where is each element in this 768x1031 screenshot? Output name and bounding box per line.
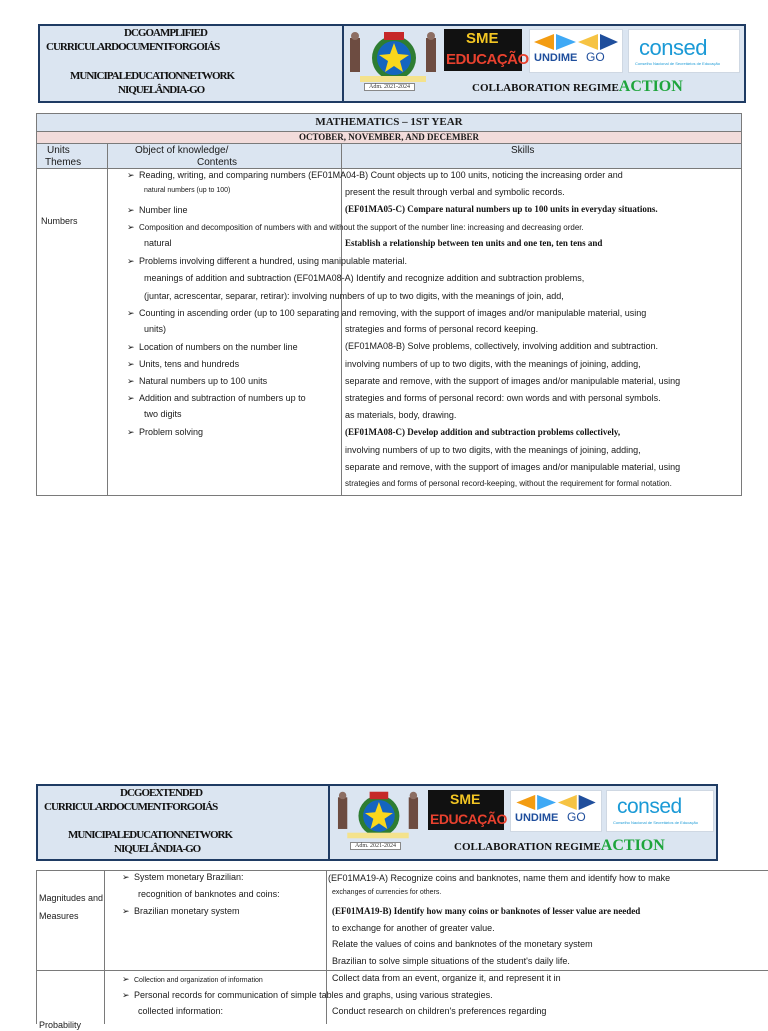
list-item: ➢ Problems involving different a hundred, using manipulable material.	[127, 256, 407, 266]
list-item: units)	[144, 324, 167, 334]
col-object-header: Object of knowledge/	[135, 145, 229, 156]
header-line-2: CURRICULARDOCUMENTFORGOIÁS	[44, 801, 218, 813]
document-header-2	[36, 784, 718, 861]
skill-line: Collect data from an event, organize it, and represent it in	[332, 973, 561, 983]
header-line-4: NIQUELÂNDIA-GO	[114, 843, 201, 855]
unit-probability: Probability	[39, 1020, 82, 1030]
skill-line: separate and remove, with the support of images and/or manipulable material, using	[345, 376, 681, 386]
consed-logo: consed Conselho Nacional de Secretários de Educação	[628, 29, 740, 73]
skill-line: separate and remove, with the support of images and/or manipulable material, using	[345, 462, 681, 472]
header-line-1: DCGOAMPLIFIED	[124, 27, 207, 39]
list-item: ➢ Number line	[127, 205, 188, 215]
list-item: recognition of banknotes and coins:	[138, 889, 280, 899]
header-line-3: MUNICIPALEDUCATIONNETWORK	[68, 829, 233, 841]
undime-logo: UNDIME GO	[510, 790, 602, 832]
list-item: natural numbers (up to 100)	[144, 187, 231, 194]
administration-period: Adm. 2021-2024	[364, 83, 415, 91]
list-item: ➢ Composition and decomposition of numbers with and without the support of the number line: increasing and decreasing order.	[127, 222, 584, 232]
undime-logo: UNDIME GO	[529, 29, 623, 73]
list-item: ➢ Counting in ascending order (up to 100 separating and removing, with the support of images and/or manipulable material, using	[127, 308, 647, 318]
collaboration-regime: COLLABORATION REGIMEACTION	[454, 837, 665, 854]
sme-logo: SME EDUCAÇÃO	[428, 790, 504, 830]
sme-logo: SME EDUCAÇÃO	[444, 29, 522, 71]
skill-line: (EF01MA08-B) Solve problems, collectively, involving addition and subtraction.	[345, 341, 658, 351]
skill-line: Brazilian to solve simple situations of the student's daily life.	[332, 956, 570, 966]
skill-line: involving numbers of up to two digits, with the meanings of joining, adding,	[345, 445, 641, 455]
list-item: meanings of addition and subtraction (EF01MA08-A) Identify and recognize addition and subtraction problems,	[144, 273, 585, 283]
list-item: ➢ Problem solving	[127, 427, 204, 437]
skill-line: (EF01MA19-A) Recognize coins and banknotes, name them and identify how to make	[328, 873, 671, 883]
list-item: collected information:	[138, 1006, 224, 1016]
col-skills-header: Skills	[511, 145, 535, 156]
magnitudes-table	[36, 870, 768, 1030]
list-item: ➢ Natural numbers up to 100 units	[127, 376, 268, 386]
skill-line: (EF01MA19-B) Identify how many coins or banknotes of lesser value are needed	[332, 906, 641, 916]
list-item: ➢ Collection and organization of information	[122, 974, 263, 984]
table-title: MATHEMATICS – 1ST YEAR	[37, 114, 741, 132]
municipal-seal-icon	[336, 788, 420, 842]
list-item: ➢ Personal records for communication of simple tables and graphs, using various strategies.	[122, 990, 493, 1000]
unit-measures: Measures	[39, 911, 79, 921]
skill-line: (EF01MA05-C) Compare natural numbers up to 100 units in everyday situations.	[345, 204, 658, 214]
unit-magnitudes: Magnitudes and	[39, 893, 104, 903]
skill-line: to exchange for another of greater value.	[332, 923, 495, 933]
skill-line: strategies and forms of personal record keeping.	[345, 324, 539, 334]
skill-line: involving numbers of up to two digits, with the meanings of joining, adding,	[345, 359, 641, 369]
municipal-seal-icon	[348, 28, 438, 86]
list-item: (juntar, acrescentar, separar, retirar): involving numbers of up to two digits, with the meanings of join, add,	[144, 291, 564, 301]
skill-line: present the result through verbal and symbolic records.	[345, 187, 565, 197]
document-header	[38, 24, 746, 103]
skill-line: exchanges of currencies for others.	[332, 889, 442, 896]
col-contents-header: Contents	[197, 157, 238, 168]
unit-numbers: Numbers	[41, 216, 78, 226]
list-item: two digits	[144, 409, 182, 419]
skill-line: strategies and forms of personal record: own words and with personal symbols.	[345, 393, 661, 403]
collaboration-regime: COLLABORATION REGIMEACTION	[472, 78, 683, 95]
undime-symbol-icon	[515, 793, 597, 810]
skill-line: Conduct research on children's preferences regarding	[332, 1006, 547, 1016]
list-item: ➢ System monetary Brazilian:	[122, 872, 244, 882]
list-item: ➢ Location of numbers on the number line	[127, 342, 298, 352]
header-line-2: CURRICULARDOCUMENTFORGOIÁS	[46, 41, 220, 53]
administration-period: Adm. 2021-2024	[350, 842, 401, 850]
consed-logo: consed Conselho Nacional de Secretários de Educação	[606, 790, 714, 832]
header-line-3: MUNICIPALEDUCATIONNETWORK	[70, 70, 235, 82]
mathematics-table	[36, 113, 742, 496]
skill-line: as materials, body, drawing.	[345, 410, 457, 420]
list-item: ➢ Addition and subtraction of numbers up to	[127, 393, 306, 403]
skill-line: Establish a relationship between ten units and one ten, ten tens and	[345, 238, 603, 248]
undime-symbol-icon	[534, 32, 618, 50]
skill-line: (EF01MA08-C) Develop addition and subtraction problems collectively,	[345, 427, 621, 437]
skill-line: strategies and forms of personal record-keeping, without the requirement for formal notation.	[345, 479, 672, 488]
col-themes-header: Themes	[45, 157, 82, 168]
list-item: ➢ Units, tens and hundreds	[127, 359, 240, 369]
list-item: ➢ Reading, writing, and comparing numbers (EF01MA04-B) Count objects up to 100 units, noticing the increasing order and	[127, 170, 623, 180]
header-line-1: DCGOEXTENDED	[120, 787, 203, 799]
list-item: natural	[144, 238, 172, 248]
col-units-header: Units	[47, 145, 70, 156]
table-period: OCTOBER, NOVEMBER, AND DECEMBER	[37, 132, 741, 144]
skill-line: Relate the values of coins and banknotes of the monetary system	[332, 939, 593, 949]
header-line-4: NIQUELÂNDIA-GO	[118, 84, 205, 96]
list-item: ➢ Brazilian monetary system	[122, 906, 240, 916]
